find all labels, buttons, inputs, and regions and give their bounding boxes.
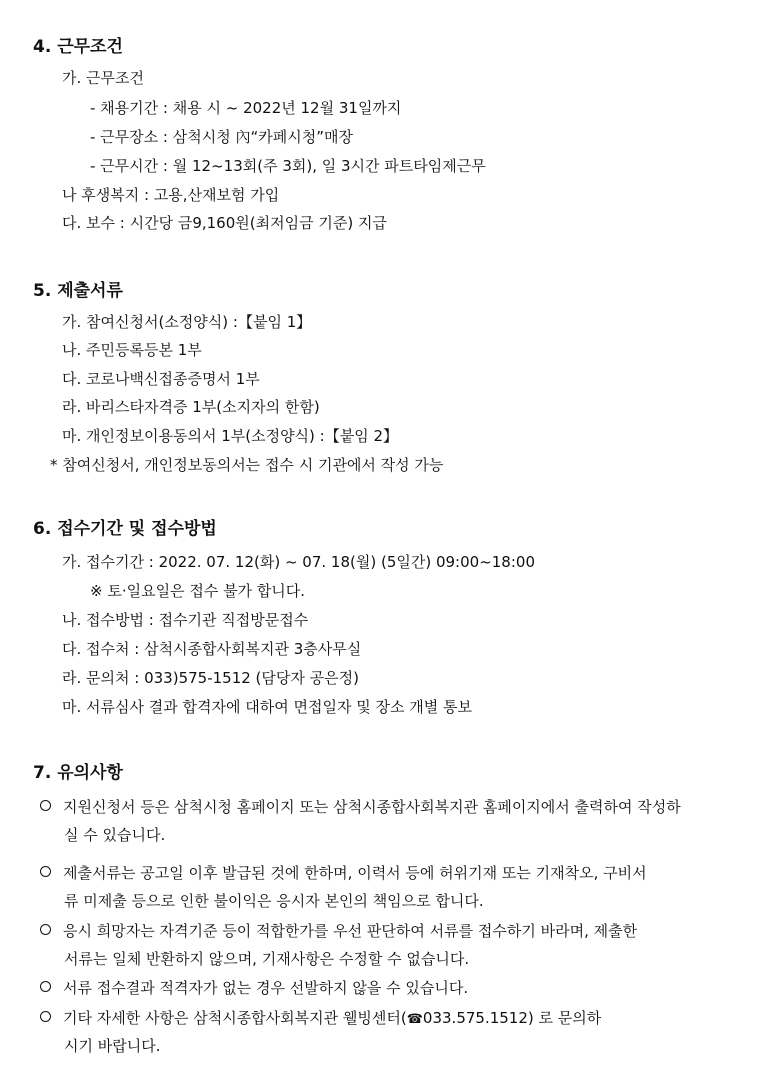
section-7-heading: 7. 유의사항 bbox=[33, 763, 123, 783]
bullet-1-line-1: 지원신청서 등은 삼척시청 홈페이지 또는 삼척시종합사회복지관 홈페이지에서 출력하여 작성하 bbox=[63, 798, 681, 816]
section-7-bullet-1 bbox=[40, 797, 681, 817]
circle-bullet-icon bbox=[40, 924, 51, 935]
section-6-heading: 6. 접수기간 및 접수방법 bbox=[33, 519, 217, 539]
section-6-ga: 가. 접수기간 : 2022. 07. 12(화) ~ 07. 18(월) (5일간) 09:00~18:00 bbox=[62, 553, 535, 571]
section-4-heading: 4. 근무조건 bbox=[33, 37, 123, 57]
section-6-item-ra: 라. 문의처 : 033)575-1512 (담당자 공은정) bbox=[62, 669, 359, 687]
section-4-item-place: - 근무장소 : 삼척시청 內“카페시청”매장 bbox=[90, 128, 353, 146]
bullet-4-line-1: 서류 접수결과 적격자가 없는 경우 선발하지 않을 수 있습니다. bbox=[63, 979, 469, 997]
section-6-item-da: 다. 접수처 : 삼척시종합사회복지관 3층사무실 bbox=[62, 640, 362, 658]
bullet-1-line-2: 실 수 있습니다. bbox=[64, 826, 166, 844]
bullet-2-line-2: 류 미제출 등으로 인한 불이익은 응시자 본인의 책임으로 합니다. bbox=[64, 892, 484, 910]
section-4-item-period: - 채용기간 : 채용 시 ~ 2022년 12월 31일까지 bbox=[90, 99, 402, 117]
bullet-5-line-1b: 033.575.1512) 로 문의하 bbox=[422, 1009, 602, 1027]
section-5-item-ra: 라. 바리스타자격증 1부(소지자의 한함) bbox=[62, 398, 320, 416]
section-6-ga-note: ※ 토·일요일은 접수 불가 합니다. bbox=[90, 582, 306, 600]
section-7-bullet-2 bbox=[40, 863, 647, 883]
bullet-3-line-2: 서류는 일체 반환하지 않으며, 기재사항은 수정할 수 없습니다. bbox=[64, 950, 470, 968]
circle-bullet-icon bbox=[40, 1011, 51, 1022]
bullet-3-line-1: 응시 희망자는 자격기준 등이 적합한가를 우선 판단하여 서류를 접수하기 바라며, 제출한 bbox=[63, 922, 638, 940]
section-4-item-hours: - 근무시간 : 월 12~13회(주 3회), 일 3시간 파트타임제근무 bbox=[90, 157, 486, 175]
section-7-bullet-4 bbox=[40, 978, 468, 998]
circle-bullet-icon bbox=[40, 981, 51, 992]
bullet-2-line-1: 제출서류는 공고일 이후 발급된 것에 한하며, 이력서 등에 허위기재 또는 기재착오, 구비서 bbox=[63, 864, 647, 882]
section-6-item-ma: 마. 서류심사 결과 합격자에 대하여 면접일자 및 장소 개별 통보 bbox=[62, 698, 472, 716]
phone-icon: ☎ bbox=[406, 1012, 423, 1027]
section-7-bullet-5 bbox=[40, 1008, 601, 1030]
section-5-heading: 5. 제출서류 bbox=[33, 281, 123, 301]
section-4-ga: 가. 근무조건 bbox=[62, 69, 144, 87]
bullet-5-line-2: 시기 바랍니다. bbox=[64, 1037, 161, 1055]
section-7-bullet-3 bbox=[40, 921, 637, 941]
section-5-item-na: 나. 주민등록등본 1부 bbox=[62, 341, 202, 359]
circle-bullet-icon bbox=[40, 866, 51, 877]
bullet-5-line-1a: 기타 자세한 사항은 삼척시종합사회복지관 웰빙센터( bbox=[63, 1009, 407, 1027]
section-5-item-ma: 마. 개인정보이용동의서 1부(소정양식) :【붙임 2】 bbox=[62, 427, 399, 445]
section-5-note: * 참여신청서, 개인정보동의서는 접수 시 기관에서 작성 가능 bbox=[50, 456, 444, 474]
section-4-na: 나 후생복지 : 고용,산재보험 가입 bbox=[62, 186, 280, 204]
section-6-item-na: 나. 접수방법 : 접수기관 직접방문접수 bbox=[62, 611, 309, 629]
circle-bullet-icon bbox=[40, 800, 51, 811]
section-5-item-ga: 가. 참여신청서(소정양식) :【붙임 1】 bbox=[62, 313, 312, 331]
section-4-da: 다. 보수 : 시간당 금9,160원(최저임금 기준) 지급 bbox=[62, 214, 387, 232]
section-5-item-da: 다. 코로나백신접종증명서 1부 bbox=[62, 370, 260, 388]
